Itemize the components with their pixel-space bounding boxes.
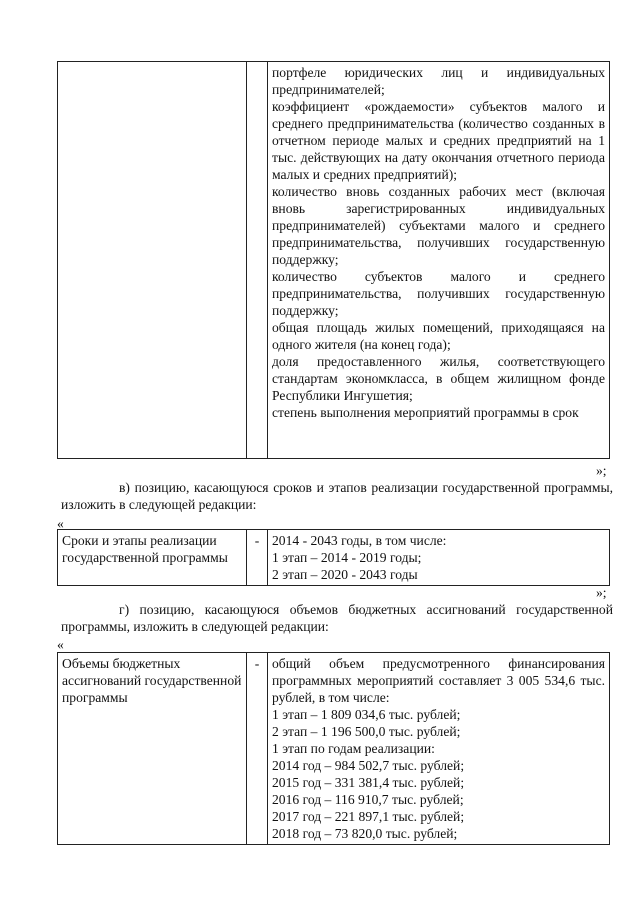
indicators-table	[57, 61, 610, 459]
budget-line: 1 этап по годам реализации:	[272, 741, 435, 756]
indicator-item: общая площадь жилых помещений, приходящаяся на одного жителя (на конец года);	[272, 320, 605, 352]
terms-line: 2014 - 2043 годы, в том числе:	[272, 533, 447, 548]
dash-cell: -	[247, 530, 268, 586]
budget-line: 2016 год – 116 910,7 тыс. рублей;	[272, 792, 464, 807]
table-row	[58, 62, 610, 459]
paragraph-v: в) позицию, касающуюся сроков и этапов реализации государственной программы, изложить в следующей редакции:	[61, 480, 613, 512]
indicator-item: количество субъектов малого и среднего предпринимательства, получивших государственную поддержку;	[272, 269, 605, 318]
opening-quote: «	[57, 637, 64, 652]
empty-dash-cell	[247, 62, 268, 459]
closing-quote: »;	[596, 585, 607, 600]
terms-label: Сроки и этапы реализации государственной программы	[58, 530, 247, 586]
budget-line: 2014 год – 984 502,7 тыс. рублей;	[272, 758, 465, 773]
terms-value-cell	[268, 530, 610, 586]
closing-quote: »;	[596, 463, 607, 478]
budget-line: 2018 год – 73 820,0 тыс. рублей;	[272, 826, 458, 841]
opening-quote: «	[57, 516, 64, 531]
budget-line: 2015 год – 331 381,4 тыс. рублей;	[272, 775, 465, 790]
indicator-item: степень выполнения мероприятий программы в срок	[272, 405, 579, 420]
indicator-item: портфеле юридических лиц и индивидуальных предпринимателей;	[272, 65, 605, 97]
table-row	[58, 530, 610, 586]
table-row	[58, 653, 610, 845]
budget-intro: общий объем предусмотренного финансирования программных мероприятий составляет 3 005 534,6 тыс. рублей, в том числе:	[272, 656, 605, 705]
budget-line: 2 этап – 1 196 500,0 тыс. рублей;	[272, 724, 461, 739]
indicators-cell	[268, 62, 610, 459]
terms-table	[57, 529, 610, 586]
budget-value-cell	[268, 653, 610, 845]
indicator-item: доля предоставленного жилья, соответствующего стандартам экономкласса, в общем жилищном фонде Республики Ингушетия;	[272, 354, 605, 403]
budget-label: Объемы бюджетных ассигнований государственной программы	[58, 653, 247, 845]
terms-line: 2 этап – 2020 - 2043 годы	[272, 567, 418, 582]
dash-cell: -	[247, 653, 268, 845]
empty-label-cell	[58, 62, 247, 459]
terms-line: 1 этап – 2014 - 2019 годы;	[272, 550, 422, 565]
indicator-item: коэффициент «рождаемости» субъектов малого и среднего предпринимательства (количество созданных в отчетном периоде малых и средних предприятий на 1 тыс. действующих на дату окончания отчетного периода малых и средних предприятий);	[272, 99, 605, 182]
budget-line: 2017 год – 221 897,1 тыс. рублей;	[272, 809, 465, 824]
paragraph-g: г) позицию, касающуюся объемов бюджетных ассигнований государственной программы, изложить в следующей редакции:	[61, 602, 613, 634]
indicator-item: количество вновь созданных рабочих мест (включая вновь зарегистрированных индивидуальных предпринимателей) субъектами малого и среднего предпринимательства, получивших государственную поддержку;	[272, 184, 605, 267]
budget-line: 1 этап – 1 809 034,6 тыс. рублей;	[272, 707, 461, 722]
budget-table	[57, 652, 610, 845]
